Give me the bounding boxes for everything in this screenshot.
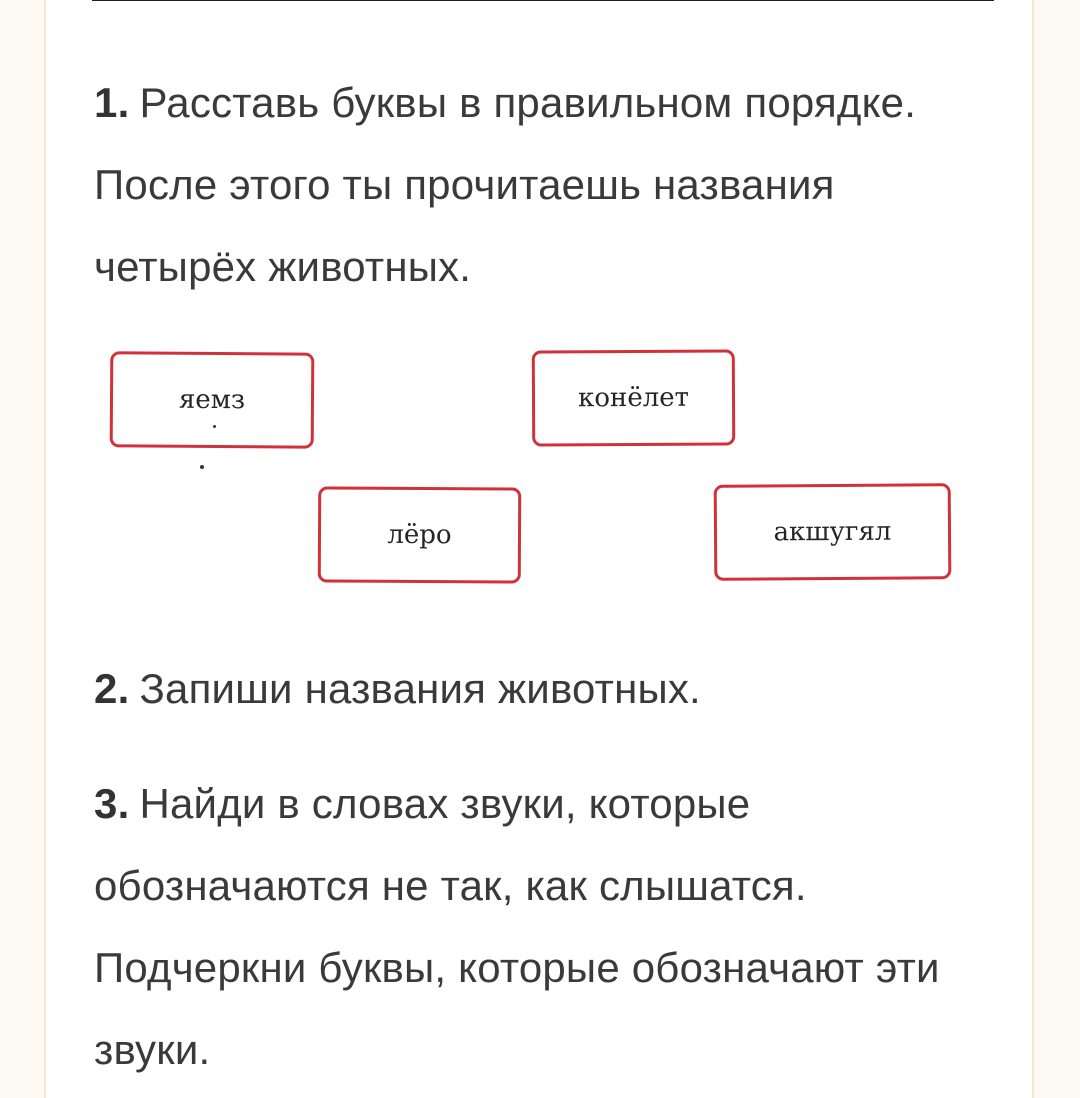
scrambled-word-2: конёлет — [577, 382, 690, 414]
task-3-text: Найди в словах звуки, которые обозначаются не так, как слышатся. Подчеркни буквы, которые обозначают эти звуки. — [94, 780, 940, 1073]
scrambled-word-4: акшугял — [773, 516, 892, 548]
task-1: 1. Расставь буквы в правильном порядке. После этого ты прочитаешь названия четырёх животных. — [94, 79, 917, 290]
task-1-text: Расставь буквы в правильном порядке. После этого ты прочитаешь названия четырёх животных. — [94, 79, 917, 290]
task-2-number: 2 — [94, 665, 118, 712]
word-card-2 — [532, 349, 735, 446]
task-3-number: 3 — [94, 780, 118, 827]
task-1-number: 1 — [94, 79, 118, 126]
word-card-4 — [714, 483, 952, 581]
task-3: 3. Найди в словах звуки, которые обозначаются не так, как слышатся. Подчеркни буквы, которые обозначают эти звуки. — [94, 780, 940, 1073]
word-card-3 — [318, 486, 521, 583]
task-2: 2. Запиши названия животных. — [94, 665, 701, 712]
print-speck — [200, 465, 204, 469]
top-frame-edge — [92, 0, 994, 1]
word-card-1 — [110, 351, 315, 448]
task-2-text: Запиши названия животных. — [139, 665, 701, 712]
scrambled-word-3: лёро — [387, 519, 452, 551]
scrambled-word-1: яемз — [178, 384, 246, 416]
print-speck — [213, 425, 216, 428]
